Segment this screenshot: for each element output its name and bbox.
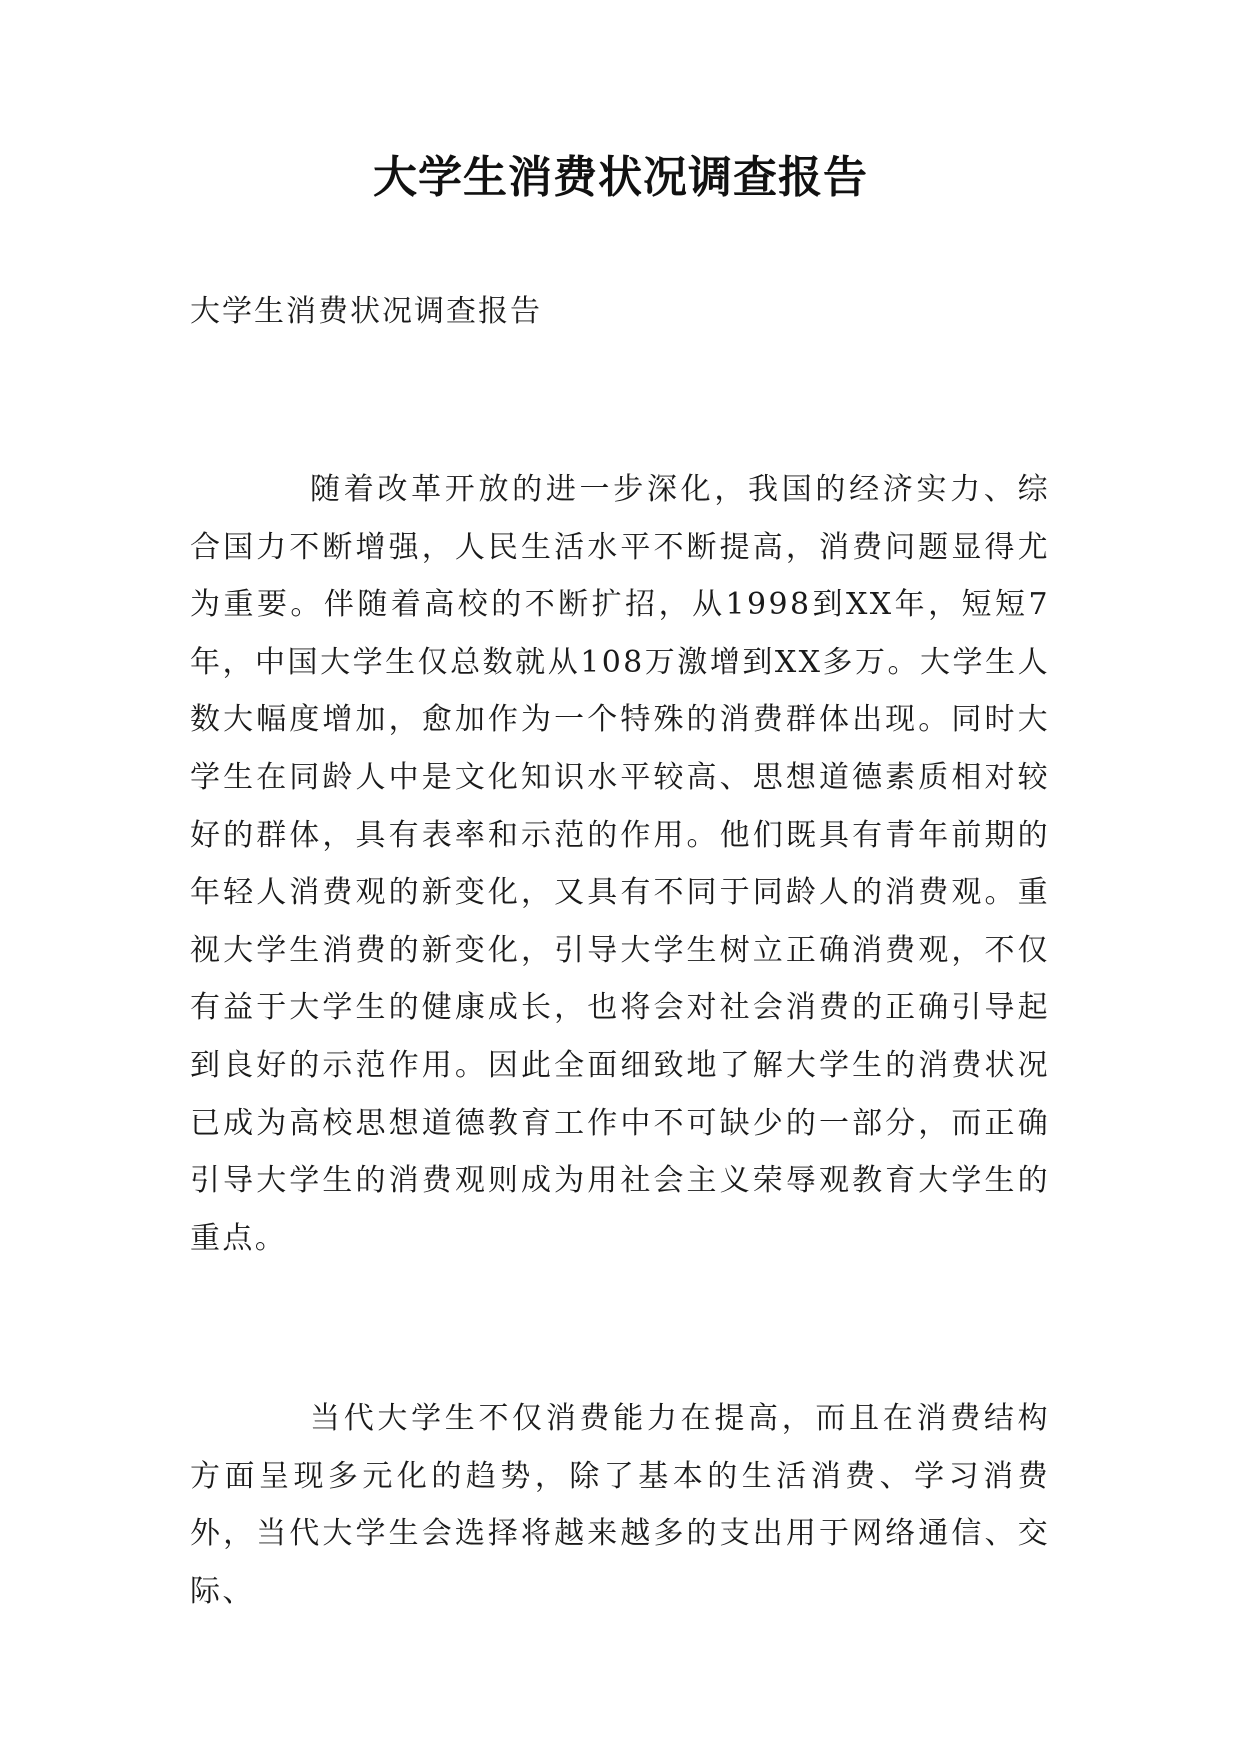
document-subtitle: 大学生消费状况调查报告 — [190, 294, 542, 329]
document-title: 大学生消费状况调查报告 — [373, 152, 868, 203]
paragraph-consumption-structure: 当代大学生不仅消费能力在提高，而且在消费结构方面呈现多元化的趋势，除了基本的生活消费、学习消费外，当代大学生会选择将越来越多的支出用于网络通信、交际、 — [190, 1401, 1050, 1609]
paragraph-intro: 随着改革开放的进一步深化，我国的经济实力、综合国力不断增强，人民生活水平不断提高，消费问题显得尤为重要。伴随着高校的不断扩招，从1998到XX年，短短7年，中国大学生仅总数就从108万激增到XX多万。大学生人数大幅度增加，愈加作为一个特殊的消费群体出现。同时大学生在同龄人中是文化知识水平较高、思想道德素质相对较好的群体，具有表率和示范的作用。他们既具有青年前期的年轻人消费观的新变化，又具有不同于同龄人的消费观。重视大学生消费的新变化，引导大学生树立正确消费观，不仅有益于大学生的健康成长，也将会对社会消费的正确引导起到良好的示范作用。因此全面细致地了解大学生的消费状况已成为高校思想道德教育工作中不可缺少的一部分，而正确引导大学生的消费观则成为用社会主义荣辱观教育大学生的重点。 — [190, 472, 1050, 1256]
